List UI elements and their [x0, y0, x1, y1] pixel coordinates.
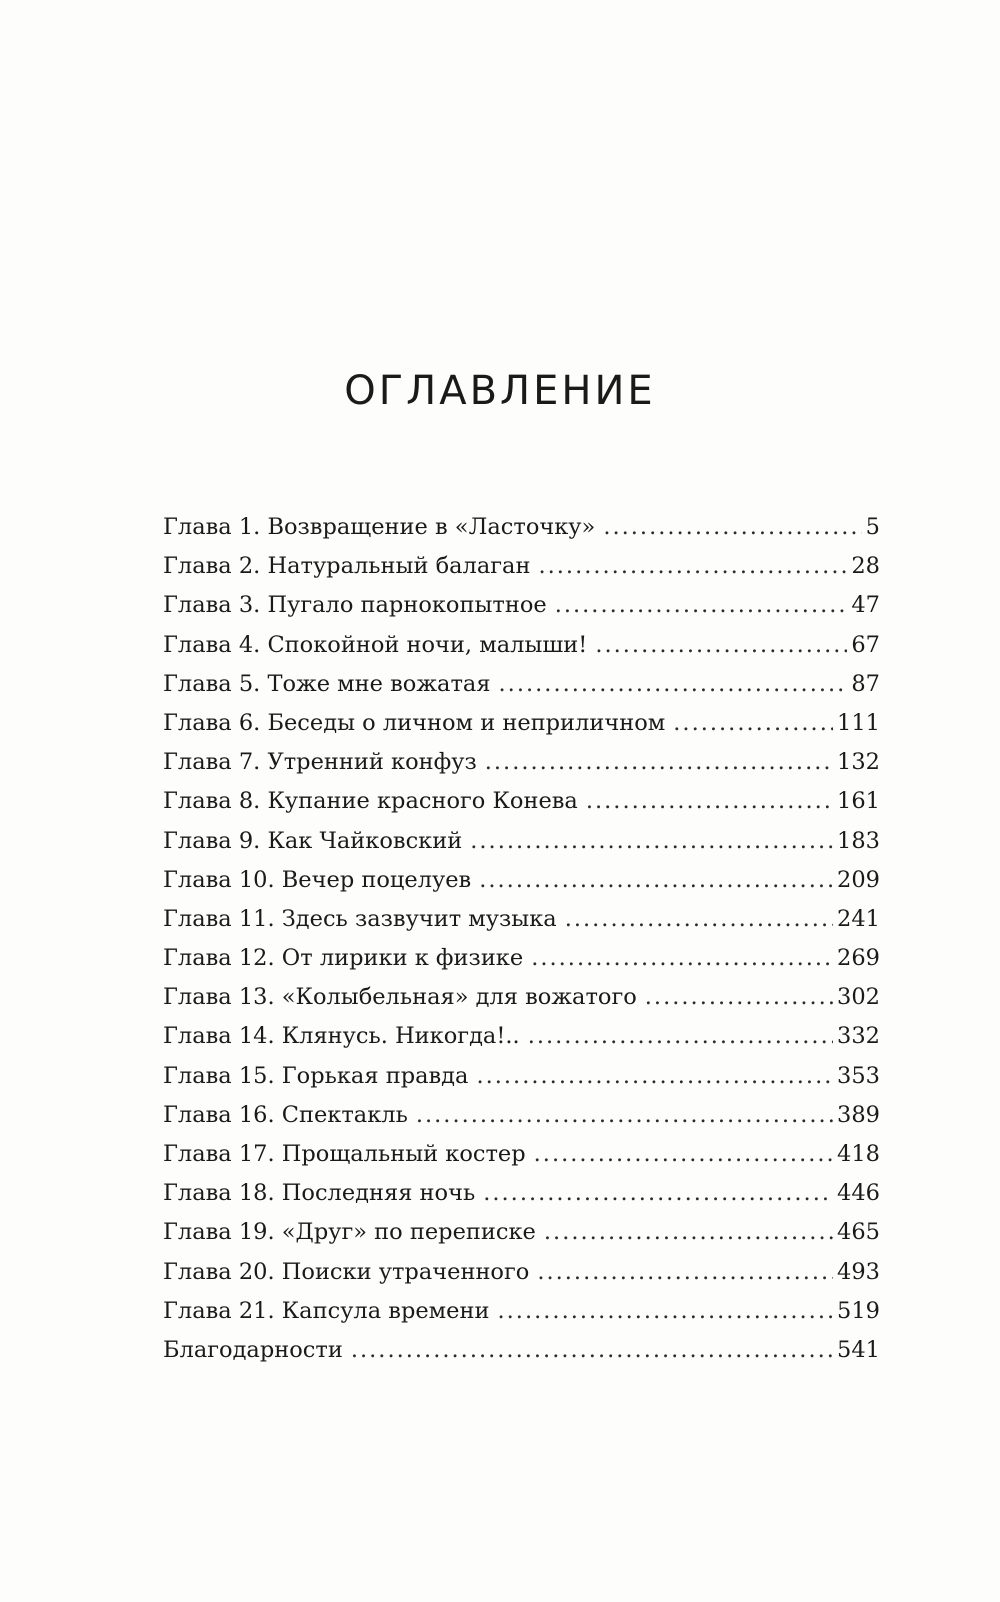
- dot-leader: [485, 743, 833, 782]
- toc-page-number: 332: [837, 1023, 880, 1050]
- toc-entry: [163, 508, 880, 547]
- dot-leader: [534, 1135, 833, 1174]
- dot-leader: [476, 1057, 833, 1096]
- toc-entry: [163, 626, 880, 665]
- toc-entry-title: Глава 21. Капсула времени: [163, 1297, 490, 1324]
- toc-entry-title: Глава 14. Клянусь. Никогда!..: [163, 1023, 520, 1050]
- toc-entry: [163, 1135, 880, 1174]
- toc-page-number: 47: [851, 592, 880, 619]
- table-of-contents: [163, 508, 880, 1370]
- dot-leader: [645, 978, 833, 1017]
- toc-entry: [163, 1292, 880, 1331]
- toc-page-number: 519: [837, 1297, 880, 1324]
- toc-entry-title: Глава 15. Горькая правда: [163, 1062, 469, 1089]
- toc-page-number: 269: [837, 945, 880, 972]
- toc-page-number: 418: [837, 1141, 880, 1167]
- toc-entry: [163, 1057, 880, 1096]
- toc-entry: [163, 782, 880, 821]
- toc-page-number: 353: [837, 1062, 880, 1089]
- toc-entry-title: Глава 9. Как Чайковский: [163, 827, 463, 854]
- dot-leader: [499, 665, 848, 704]
- toc-entry-title: Глава 10. Вечер поцелуев: [163, 866, 472, 893]
- toc-entry: [163, 861, 880, 900]
- dot-leader: [586, 782, 833, 821]
- toc-entry: [163, 1213, 880, 1252]
- toc-entry-title: Глава 19. «Друг» по переписке: [163, 1219, 536, 1246]
- dot-leader: [565, 900, 833, 939]
- dot-leader: [544, 1213, 833, 1252]
- toc-page-number: 446: [837, 1180, 880, 1207]
- dot-leader: [498, 1292, 834, 1331]
- toc-entry-title: Глава 7. Утренний конфуз: [163, 749, 477, 776]
- toc-entry: [163, 547, 880, 586]
- toc-entry-title: Благодарности: [163, 1336, 343, 1363]
- toc-page-number: 161: [837, 788, 880, 815]
- toc-entry-title: Глава 12. От лирики к физике: [163, 945, 524, 972]
- toc-entry: [163, 586, 880, 625]
- toc-entry: [163, 1253, 880, 1292]
- toc-page-number: 132: [837, 749, 880, 776]
- toc-page-number: 465: [837, 1219, 880, 1246]
- dot-leader: [673, 704, 833, 743]
- toc-entry-title: Глава 3. Пугало парнокопытное: [163, 592, 547, 619]
- dot-leader: [595, 626, 847, 665]
- toc-entry-title: Глава 11. Здесь зазвучит музыка: [163, 905, 557, 932]
- toc-entry-title: Глава 16. Спектакль: [163, 1101, 408, 1128]
- toc-page-number: 183: [837, 827, 880, 854]
- toc-page-number: 111: [837, 709, 880, 736]
- dot-leader: [538, 547, 847, 586]
- toc-entry-title: Глава 8. Купание красного Конева: [163, 788, 578, 815]
- toc-entry: [163, 822, 880, 861]
- toc-entry-title: Глава 18. Последняя ночь: [163, 1180, 476, 1207]
- dot-leader: [483, 1174, 833, 1213]
- dot-leader: [479, 861, 833, 900]
- toc-entry: [163, 743, 880, 782]
- toc-page-number: 241: [837, 905, 880, 932]
- toc-entry-title: Глава 17. Прощальный костер: [163, 1141, 526, 1167]
- dot-leader: [528, 1017, 833, 1056]
- dot-leader: [416, 1096, 833, 1135]
- toc-entry: [163, 1331, 880, 1370]
- toc-entry: [163, 704, 880, 743]
- toc-page-number: 302: [837, 984, 880, 1011]
- toc-entry: [163, 665, 880, 704]
- toc-entry-title: Глава 1. Возвращение в «Ласточку»: [163, 514, 596, 540]
- toc-page-number: 87: [851, 670, 880, 697]
- toc-entry: [163, 1174, 880, 1213]
- toc-page-number: 5: [865, 514, 880, 540]
- toc-entry-title: Глава 2. Натуральный балаган: [163, 553, 531, 580]
- toc-entry: [163, 978, 880, 1017]
- toc-entry: [163, 900, 880, 939]
- dot-leader: [603, 508, 861, 547]
- toc-page-number: 67: [851, 631, 880, 658]
- toc-entry-title: Глава 5. Тоже мне вожатая: [163, 670, 491, 697]
- dot-leader: [470, 822, 833, 861]
- dot-leader: [537, 1253, 833, 1292]
- toc-page-number: 389: [837, 1101, 880, 1128]
- toc-entry: [163, 1017, 880, 1056]
- toc-entry: [163, 939, 880, 978]
- toc-entry-title: Глава 13. «Колыбельная» для вожатого: [163, 984, 637, 1011]
- dot-leader: [531, 939, 833, 978]
- dot-leader: [555, 586, 848, 625]
- toc-page-number: 28: [851, 553, 880, 580]
- toc-entry-title: Глава 20. Поиски утраченного: [163, 1258, 530, 1285]
- toc-page-number: 541: [837, 1336, 880, 1363]
- toc-page-number: 493: [837, 1258, 880, 1285]
- toc-entry-title: Глава 6. Беседы о личном и неприличном: [163, 709, 666, 736]
- dot-leader: [351, 1331, 833, 1370]
- toc-entry-title: Глава 4. Спокойной ночи, малыши!: [163, 631, 588, 658]
- page-title: ОГЛАВЛЕНИЕ: [344, 368, 656, 414]
- toc-page-number: 209: [837, 866, 880, 893]
- toc-entry: [163, 1096, 880, 1135]
